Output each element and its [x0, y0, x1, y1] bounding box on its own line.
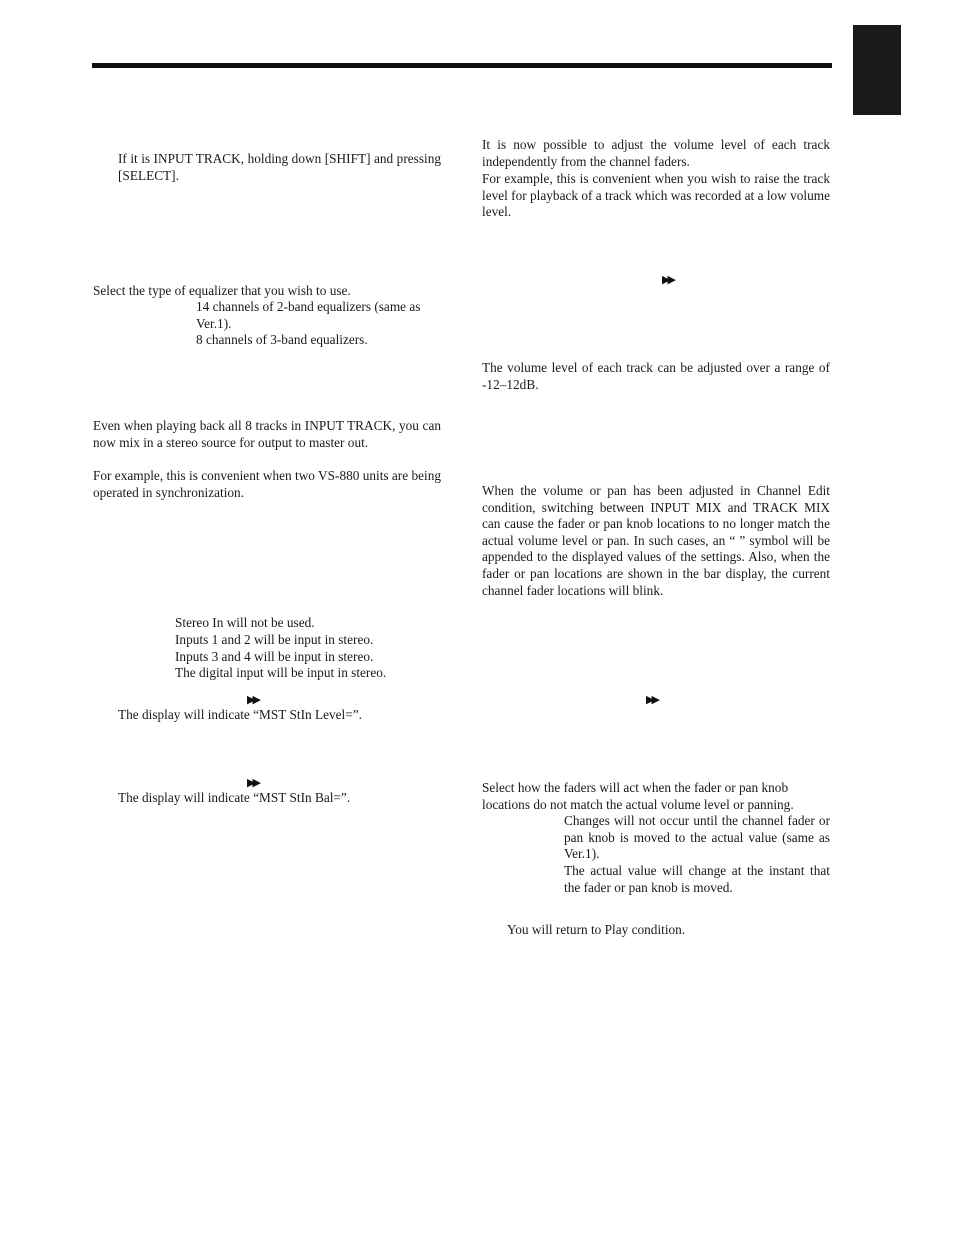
stereo-option-off: Stereo In will not be used. [175, 615, 315, 630]
balance-display-note: The display will indicate “MST StIn Bal=”. [118, 790, 351, 805]
stereo-option-1-2: Inputs 1 and 2 will be input in stereo. [175, 632, 374, 647]
fast-forward-icon: ▶▶ [247, 693, 258, 706]
step-select-input-track: If it is INPUT TRACK, holding down [SHIFT] and pressing [SELECT]. [118, 151, 441, 183]
track-volume-desc: It is now possible to adjust the volume level of each track independently from the channel faders. [482, 137, 830, 169]
fader-intro: Select how the faders will act when the fader or pan knob locations do not match the actual volume level or panning. [482, 780, 794, 812]
stereo-in-example: For example, this is convenient when two VS-880 units are being operated in synchronization. [93, 468, 442, 500]
section-tab [853, 25, 901, 115]
stereo-option-digital: The digital input will be input in stereo. [175, 665, 387, 680]
eq-option-2band: 14 channels of 2-band equalizers (same as Ver.1). [196, 299, 421, 331]
volume-range: The volume level of each track can be adjusted over a range of -12–12dB. [482, 360, 830, 392]
eq-option-3band: 8 channels of 3-band equalizers. [196, 332, 368, 347]
fast-forward-icon: ▶▶ [662, 273, 673, 286]
fader-option-jump: The actual value will change at the instant that the fader or pan knob is moved. [564, 863, 830, 895]
fader-option-catch: Changes will not occur until the channel fader or pan knob is moved to the actual value (same as Ver.1). [564, 813, 830, 862]
fast-forward-icon: ▶▶ [247, 776, 258, 789]
track-volume-example: For example, this is convenient when you wish to raise the track level for playback of a track which was recorded at a low volume level. [482, 171, 830, 220]
mix-switch-desc: When the volume or pan has been adjusted in Channel Edit condition, switching between INPUT MIX and TRACK MIX can cause the fader or pan knob locations to no longer match the actual volume level or pan. In such cases, an “ ” symbol will be appended to the displayed values of the settings. Also, when the fader or pan locations are shown in the bar display, the current channel fader locations will blink. [482, 483, 830, 598]
stereo-option-3-4: Inputs 3 and 4 will be input in stereo. [175, 649, 374, 664]
level-display-note: The display will indicate “MST StIn Level=”. [118, 707, 362, 722]
stereo-in-desc: Even when playing back all 8 tracks in INPUT TRACK, you can now mix in a stereo source for output to master out. [93, 418, 441, 450]
eq-intro: Select the type of equalizer that you wish to use. [93, 283, 351, 298]
header-rule [92, 63, 832, 68]
fast-forward-icon: ▶▶ [646, 693, 657, 706]
return-note: You will return to Play condition. [507, 922, 686, 937]
